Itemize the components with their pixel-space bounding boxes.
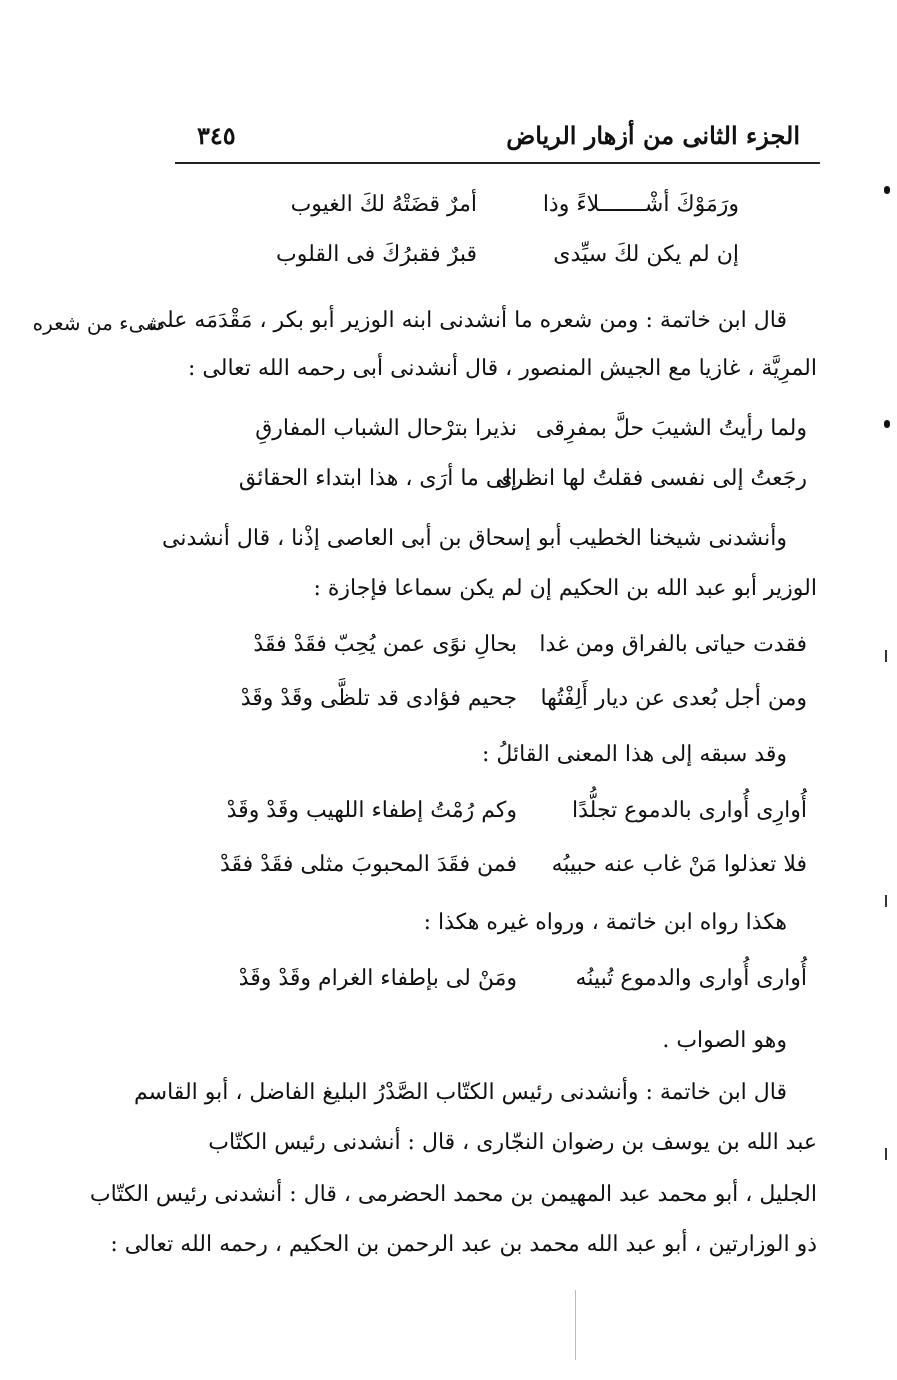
verse-1-second-hemistich: أمرٌ قضَتْهُ لكَ الغيوب <box>290 192 477 217</box>
paragraph-line: المرِيَّة ، غازيا مع الجيش المنصور ، قال أنشدنى أبى رحمه الله تعالى : <box>188 356 817 381</box>
header-title: الجزء الثانى من أزهار الرياض <box>506 121 800 150</box>
paragraph-line: وهو الصواب . <box>662 1028 787 1053</box>
verse-8-first-hemistich: فلا تعذلوا مَنْ غاب عنه حبيبُه <box>551 852 807 877</box>
header-rule <box>175 162 820 164</box>
verse-3-second-hemistich: نذيرا بترْحال الشباب المفارقِ <box>255 416 517 441</box>
verse-4-first-hemistich: رجَعتُ إلى نفسى فقلتُ لها انظرى <box>495 466 807 491</box>
verse-8-second-hemistich: فمن فقَدَ المحبوبَ مثلى فقَدْ فقَدْ <box>219 852 517 877</box>
verse-2-second-hemistich: قبرٌ فقبرُكَ فى القلوب <box>276 242 477 267</box>
verse-7-second-hemistich: وكم رُمْتُ إطفاء اللهيب وقَدْ وقَدْ <box>226 798 517 823</box>
running-header <box>175 115 820 161</box>
verse-9-first-hemistich: أُوارى أُوارى والدموع تُبينُه <box>575 966 807 991</box>
verse-3-first-hemistich: ولما رأيتُ الشيبَ حلَّ بمفرِقى <box>535 416 807 441</box>
paragraph-line: الوزير أبو عبد الله بن الحكيم إن لم يكن سماعا فإجازة : <box>313 576 817 601</box>
scan-mark <box>884 186 890 194</box>
scan-mark <box>885 650 887 662</box>
paragraph-line: وأنشدنى شيخنا الخطيب أبو إسحاق بن أبى العاصى إذْنا ، قال أنشدنى <box>162 526 787 551</box>
verse-1-first-hemistich: ورَمَوْكَ أشْـــــــلاءً وذا <box>542 192 739 217</box>
paragraph-line: وقد سبقه إلى هذا المعنى القائلُ : <box>481 742 787 767</box>
scan-mark <box>884 420 890 428</box>
scan-mark <box>885 1148 887 1160</box>
paragraph-line: ذو الوزارتين ، أبو عبد الله محمد بن عبد الرحمن بن الحكيم ، رحمه الله تعالى : <box>110 1232 817 1257</box>
paragraph-line: قال ابن خاتمة : ومن شعره ما أنشدنى ابنه الوزير أبو بكر ، مَقْدَمَه على <box>148 308 787 333</box>
verse-7-first-hemistich: أُوارِى أُوارى بالدموع تجلُّدًا <box>572 798 807 823</box>
verse-4-second-hemistich: إلى ما أرَى ، هذا ابتداء الحقائق <box>238 466 517 491</box>
scan-mark <box>885 895 887 907</box>
scan-line <box>575 1290 576 1360</box>
page-number: ٣٤٥ <box>197 121 236 150</box>
paragraph-line: هكذا رواه ابن خاتمة ، ورواه غيره هكذا : <box>423 910 787 935</box>
verse-6-second-hemistich: جحيم فؤادى قد تلظَّى وقَدْ وقَدْ <box>240 686 517 711</box>
verse-5-second-hemistich: بحالِ نوًى عمن يُحِبّ فقَدْ فقَدْ <box>253 632 517 657</box>
paragraph-line: قال ابن خاتمة : وأنشدنى رئيس الكتّاب الصَّدْرُ البليغ الفاضل ، أبو القاسم <box>134 1080 787 1105</box>
margin-note: شىء من شعره <box>32 311 162 335</box>
verse-5-first-hemistich: فقدت حياتى بالفراق ومن غدا <box>539 632 807 657</box>
verse-6-first-hemistich: ومن أجل بُعدى عن ديار أَلِفْتُها <box>540 686 807 711</box>
paragraph-line: الجليل ، أبو محمد عبد المهيمن بن محمد الحضرمى ، قال : أنشدنى رئيس الكتّاب <box>89 1182 817 1207</box>
verse-2-first-hemistich: إن لم يكن لكَ سيِّدى <box>553 242 739 267</box>
verse-9-second-hemistich: ومَنْ لى بإطفاء الغرام وقَدْ وقَدْ <box>238 966 517 991</box>
paragraph-line: عبد الله بن يوسف بن رضوان النجّارى ، قال : أنشدنى رئيس الكتّاب <box>208 1130 817 1155</box>
